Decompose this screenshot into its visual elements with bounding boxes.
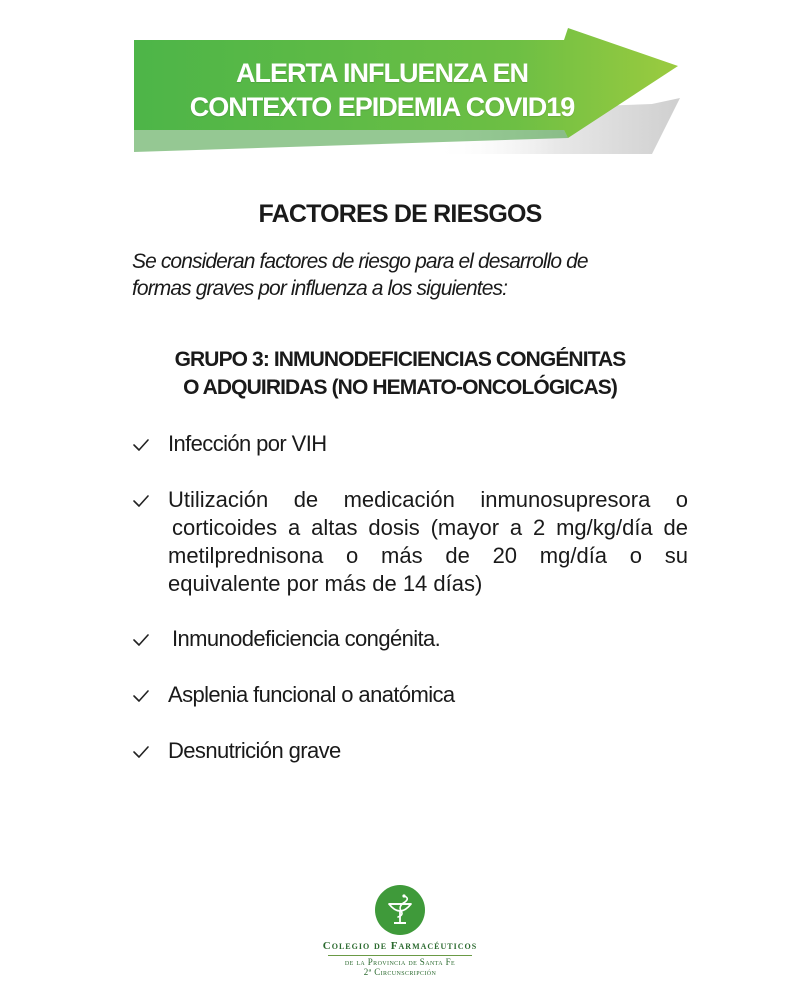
logo-subtitle <box>318 957 482 977</box>
intro-line1: Se consideran factores de riesgo para el desarrollo de <box>132 250 588 273</box>
logo-divider <box>328 955 472 956</box>
risk-text-line: Utilización de medicación inmunosupresora o <box>168 487 688 512</box>
risk-item-inmunosupresores <box>132 486 688 598</box>
logo-name: Colegio de Farmacéuticos <box>322 940 478 952</box>
check-icon <box>132 629 152 649</box>
group-title-line2: O ADQUIRIDAS (NO HEMATO-ONCOLÓGICAS) <box>183 376 617 399</box>
group-title-line1: GRUPO 3: INMUNODEFICIENCIAS CONGÉNITAS <box>174 348 626 371</box>
logo-sub-line2: 2ª Circunscripción <box>363 967 437 977</box>
check-icon <box>132 685 152 705</box>
risk-text: Desnutrición grave <box>168 738 341 763</box>
check-icon <box>132 741 152 761</box>
intro-text <box>132 248 692 302</box>
risk-text: Inmunodeficiencia congénita. <box>172 626 441 651</box>
title-banner <box>132 26 680 156</box>
risk-item-inmunodeficiencia <box>132 625 688 653</box>
section-title: FACTORES DE RIESGOS <box>258 200 542 228</box>
risk-text: Asplenia funcional o anatómica <box>168 682 455 707</box>
logo-sub-line1: de la Provincia de Santa Fe <box>344 957 456 967</box>
check-icon <box>132 434 152 454</box>
risk-text <box>132 486 688 598</box>
risk-text-line: metilprednisona o más de 20 mg/día o su <box>168 543 688 568</box>
risk-text-line: equivalente por más de 14 días) <box>168 571 483 596</box>
colegio-logo <box>318 884 482 984</box>
check-icon <box>132 490 152 510</box>
banner-title-line1: ALERTA INFLUENZA EN <box>236 58 528 88</box>
risk-item-asplenia <box>132 681 688 709</box>
group-title <box>0 346 800 402</box>
bowl-of-hygieia-icon <box>374 884 426 936</box>
risk-item-desnutricion <box>132 737 688 765</box>
risk-item-vih <box>132 430 688 458</box>
risk-text-line: corticoides a altas dosis (mayor a 2 mg/kg/día de <box>172 515 688 540</box>
banner-title <box>142 56 622 124</box>
risk-text: Infección por VIH <box>168 431 327 456</box>
intro-line2: formas graves por influenza a los siguientes: <box>132 277 508 300</box>
banner-title-line2: CONTEXTO EPIDEMIA COVID19 <box>189 92 575 122</box>
